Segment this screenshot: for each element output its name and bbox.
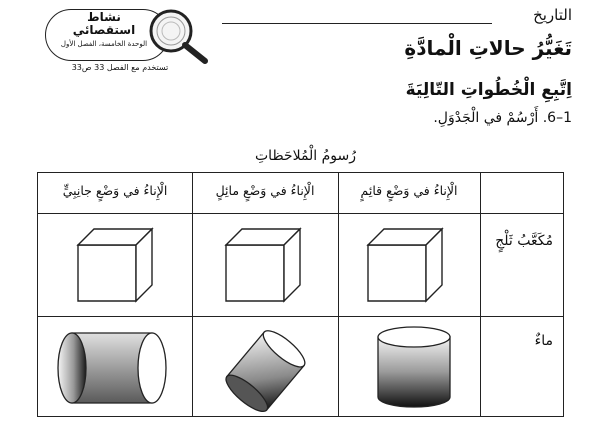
table-divider — [480, 173, 481, 416]
badge-subtitle: الوحدة الخامسة، الفصل الأول — [60, 40, 148, 48]
date-label: التاريخ — [533, 6, 572, 24]
ice-cube-drawing — [222, 225, 308, 305]
step-instruction: 1–6. أَرْسُمْ في الْجَدْوَلِ. — [433, 110, 572, 126]
badge-title-line2: استقصائي — [72, 23, 136, 37]
steps-heading: اِتَّبِعِ الْخُطُواتِ التّالِيَةَ — [405, 80, 572, 100]
row-label-ice-cube: مُكَعَّبُ ثَلْجٍ — [495, 233, 553, 249]
table-divider — [338, 173, 339, 416]
ice-cube-drawing — [74, 225, 160, 305]
water-container-tilted-drawing — [218, 321, 318, 415]
water-container-sideways-drawing — [54, 325, 178, 411]
table-divider — [192, 173, 193, 416]
badge-reference: تستخدم مع الفصل 33 ص33 — [71, 63, 169, 72]
date-fill-line — [222, 23, 492, 24]
column-header-upright: الْإِناءُ في وَضْعٍ قائِمٍ — [360, 183, 458, 198]
table-caption: رُسومُ الْمُلاحَظاتِ — [255, 148, 357, 164]
lesson-title: تَغَيُّرُ حالاتِ الْمادَّةِ — [404, 36, 572, 60]
column-header-sideways: الْإِناءُ في وَضْعٍ جانِبِيٍّ — [62, 183, 168, 198]
water-container-upright-drawing — [372, 323, 456, 413]
ice-cube-drawing — [364, 225, 450, 305]
row-label-water: ماءٌ — [534, 333, 553, 349]
activity-badge — [35, 5, 215, 75]
badge-title-line1: نشاط — [87, 10, 121, 24]
column-header-tilted: الْإِناءُ في وَضْعٍ مائِلٍ — [215, 183, 315, 198]
observations-table — [37, 172, 564, 417]
table-divider — [38, 316, 563, 317]
table-divider — [38, 213, 563, 214]
magnifier-icon — [143, 5, 215, 67]
